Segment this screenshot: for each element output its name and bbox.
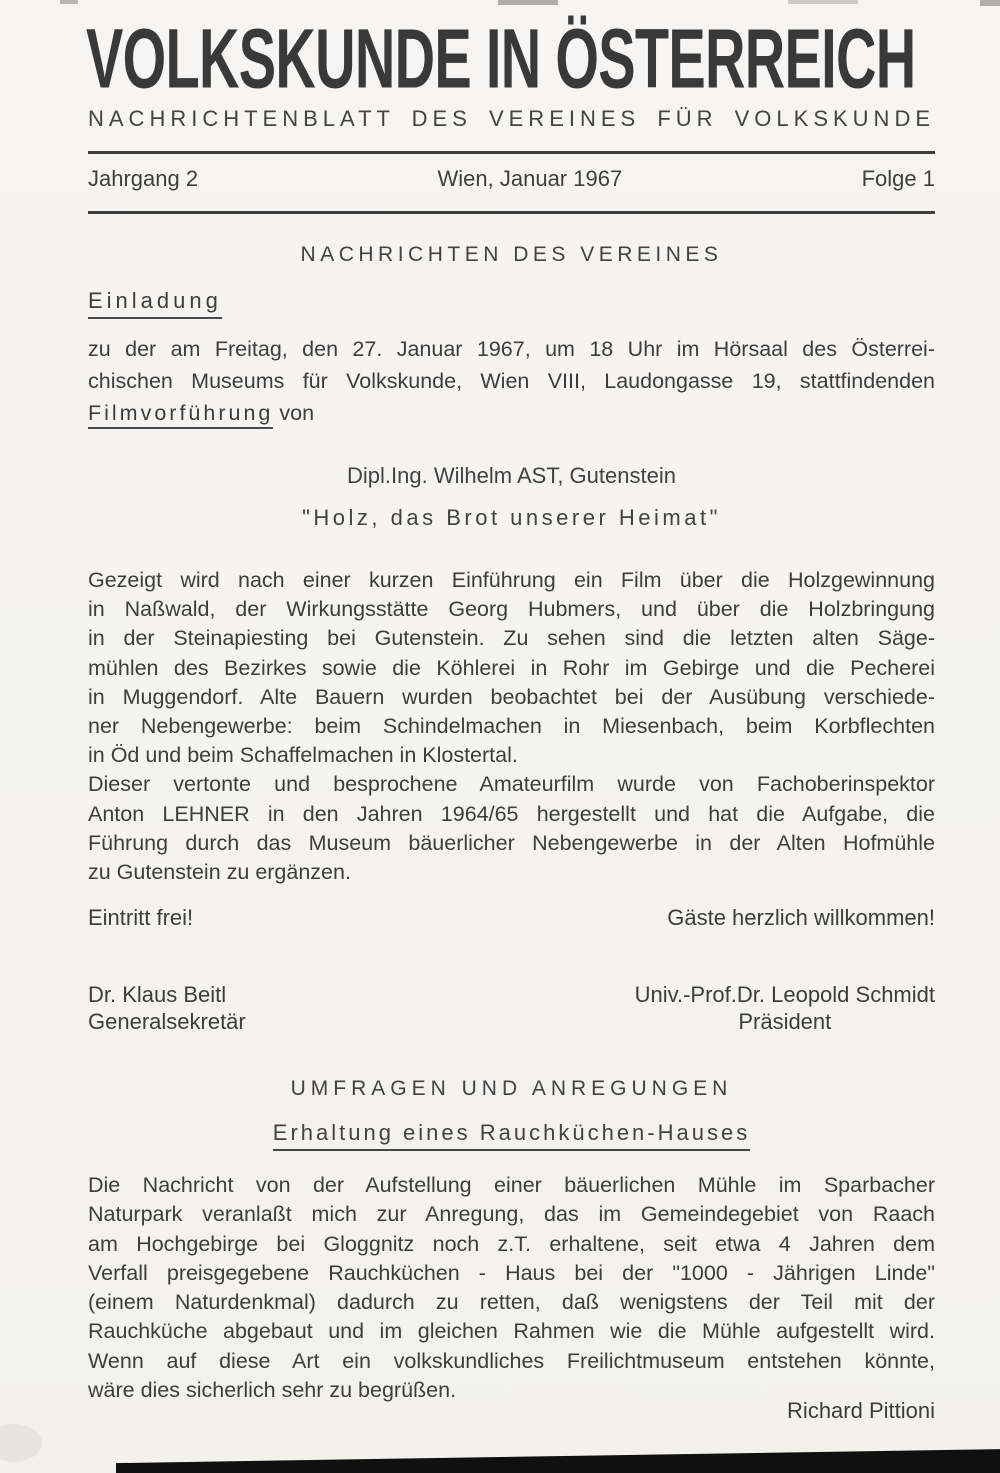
paragraph-line: Die Nachricht von der Aufstellung einer bäuerlichen Mühle im Sparbacher	[88, 1173, 935, 1197]
paragraph-line: ner Nebengewerbe: beim Schindelmachen in Miesenbach, beim Korbflechten	[88, 714, 935, 739]
issue-jahrgang: Jahrgang 2	[88, 166, 199, 191]
section-heading-nachrichten: NACHRICHTEN DES VEREINES	[300, 243, 723, 266]
paragraph-line: Anton LEHNER in den Jahren 1964/65 hergestellt und hat die Aufgabe, die	[88, 801, 935, 826]
paragraph-line	[88, 397, 935, 429]
scan-speck	[60, 0, 78, 4]
paragraph-line: in der Steinapiesting bei Gutenstein. Zu sehen sind die letzten alten Säge-	[88, 626, 935, 651]
paragraph-line: am Hochgebirge bei Gloggnitz noch z.T. erhaltene, seit etwa 4 Jahren dem	[88, 1231, 935, 1256]
paragraph-line: Wenn auf diese Art ein volkskundliches Freilichtmuseum entstehen könnte,	[88, 1348, 935, 1373]
paragraph-line: zu der am Freitag, den 27. Januar 1967, um 18 Uhr im Hörsaal des Österrei-	[88, 337, 935, 361]
paragraph-line: wäre dies sicherlich sehr zu begrüßen.	[88, 1378, 457, 1403]
issue-date: Wien, Januar 1967	[437, 166, 623, 191]
signature-right	[635, 981, 935, 1035]
masthead-title: VOLKSKUNDE IN ÖSTERREICH	[86, 11, 916, 106]
paragraph-line: mühlen des Bezirkes sowie die Köhlerei in Rohr im Gebirge und die Pecherei	[88, 655, 935, 680]
signatory-role: Präsident	[738, 1009, 832, 1034]
scan-artifact-blob	[0, 1424, 42, 1462]
signatures-row	[88, 981, 935, 1035]
speaker-line: Dipl.Ing. Wilhelm AST, Gutenstein	[347, 463, 676, 488]
scan-speck	[788, 0, 858, 4]
filmvorfuehrung-emphasis: Filmvorführung	[88, 401, 273, 429]
paragraph-line: in Öd und beim Schaffelmachen in Klostertal.	[88, 743, 518, 768]
signature-left	[88, 981, 246, 1035]
paragraph-line: Naturpark veranlaßt mich zur Anregung, das im Gemeindegebiet von Raach	[88, 1202, 935, 1227]
masthead-subtitle: NACHRICHTENBLATT DES VEREINES FÜR VOLKSKUNDE	[88, 106, 935, 131]
paragraph-line: chischen Museums für Volkskunde, Wien VIII, Laudongasse 19, stattfindenden	[88, 369, 935, 393]
erhaltung-subheading	[88, 1120, 935, 1146]
paragraph-line: in Muggendorf. Alte Bauern wurden beobachtet bei der Ausübung verschiede-	[88, 684, 935, 709]
anregung-paragraph	[88, 1171, 935, 1405]
einladung-subheading: Einladung	[88, 288, 222, 319]
divider-rule-bottom	[88, 211, 935, 214]
notes-row	[88, 905, 935, 931]
gaeste-note: Gäste herzlich willkommen!	[667, 905, 935, 930]
signatory-role: Generalsekretär	[88, 1009, 246, 1034]
masthead	[86, 11, 1000, 106]
film-description-paragraph	[88, 566, 935, 887]
paragraph-line: in Naßwald, der Wirkungsstätte Georg Hubmers, und über die Holzbringung	[88, 597, 935, 622]
signatory-name: Dr. Klaus Beitl	[88, 982, 227, 1007]
issue-row	[88, 166, 935, 192]
divider-rule-top	[88, 151, 935, 154]
invitation-paragraph	[88, 333, 935, 429]
paragraph-line: zu Gutenstein zu ergänzen.	[88, 860, 351, 885]
paragraph-line: Verfall preisgegebene Rauchküchen - Haus bei der "1000 - Jährigen Linde"	[88, 1260, 935, 1285]
paragraph-line: Rauchküche abgebaut und im gleichen Rahmen wie die Mühle aufgestellt wird.	[88, 1319, 935, 1344]
scan-speck	[498, 0, 558, 5]
paragraph-line: (einem Naturdenkmal) dadurch zu retten, daß wenigstens der Teil mit der	[88, 1290, 935, 1315]
signatory-name: Univ.-Prof.Dr. Leopold Schmidt	[634, 982, 935, 1007]
eintritt-note: Eintritt frei!	[88, 905, 194, 930]
scan-artifact-bar	[116, 1447, 1000, 1473]
paragraph-line: Dieser vertonte und besprochene Amateurfilm wurde von Fachoberinspektor	[88, 772, 935, 797]
section-heading-umfragen: UMFRAGEN UND ANREGUNGEN	[290, 1077, 733, 1100]
paragraph-line: Führung durch das Museum bäuerlicher Nebengewerbe in der Alten Hofmühle	[88, 830, 935, 855]
erhaltung-subheading-text: Erhaltung eines Rauchküchen-Hauses	[273, 1120, 750, 1151]
paragraph-line: Gezeigt wird nach einer kurzen Einführung ein Film über die Holzgewinnung	[88, 568, 935, 592]
author-signature: Richard Pittioni	[787, 1398, 935, 1423]
issue-folge: Folge 1	[861, 166, 935, 191]
film-title: "Holz, das Brot unserer Heimat"	[302, 505, 721, 530]
scan-speck	[980, 0, 1000, 6]
paragraph-line-tail: von	[273, 401, 315, 425]
